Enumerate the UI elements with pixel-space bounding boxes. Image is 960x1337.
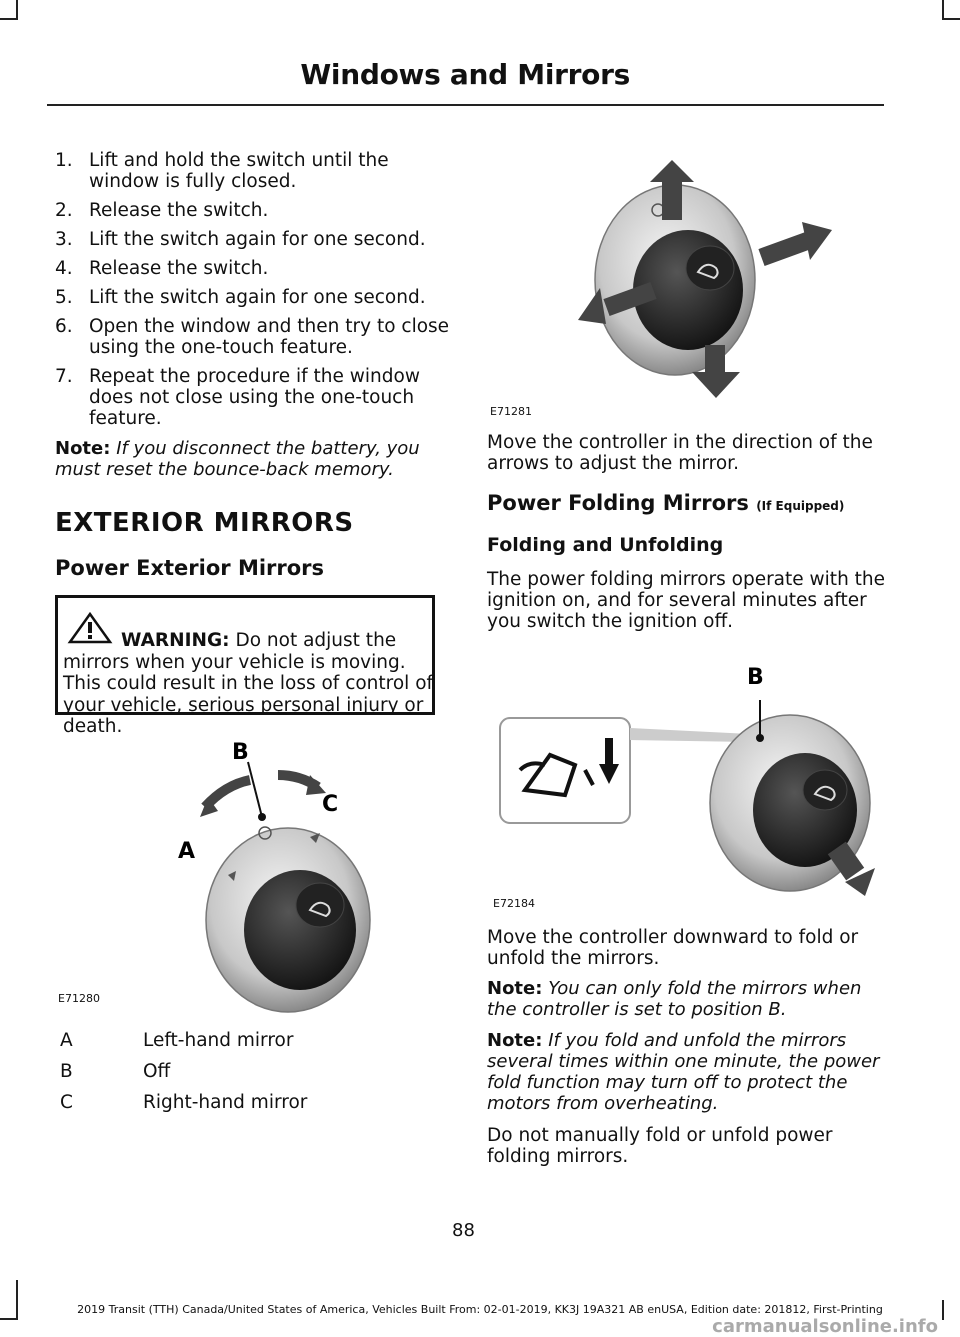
subsection-title: Power Exterior Mirrors [55, 556, 325, 580]
figure-code: E72184 [493, 897, 535, 910]
note-battery: Note: If you disconnect the battery, you must reset the bounce-back memory. [55, 438, 420, 480]
crop-mark [942, 1300, 944, 1320]
section-title: EXTERIOR MIRRORS [55, 508, 354, 538]
warning-box: WARNING: Do not adjust the mirrors when your vehicle is moving. This could result in the loss of control of your vehicle, serious personal injury or death. [55, 595, 435, 715]
footer-text: 2019 Transit (TTH) Canada/United States of America, Vehicles Built From: 02-01-2019, KK3J 19A321 AB enUSA, Edition date: 201812, First-Printing [77, 1303, 883, 1316]
mirror-selector-figure [170, 725, 390, 1015]
paragraph: Do not manually fold or unfold power folding mirrors. [487, 1125, 833, 1167]
list-item: 4. Release the switch. [55, 258, 269, 279]
page-title: Windows and Mirrors [300, 58, 630, 91]
procedure-steps [55, 150, 450, 437]
list-item: 3. Lift the switch again for one second. [55, 229, 426, 250]
crop-mark [16, 0, 18, 20]
crop-mark [0, 1318, 16, 1320]
mirror-fold-figure [495, 660, 890, 900]
list-item: 1. Lift and hold the switch until the window is fully closed. [55, 150, 389, 192]
figure-label-b: B [232, 740, 249, 765]
list-item: 6. Open the window and then try to close using the one-touch feature. [55, 316, 450, 358]
crop-mark [942, 0, 944, 20]
folding-title: Power Folding Mirrors (If Equipped) [487, 491, 845, 515]
crop-mark [16, 1280, 18, 1320]
figure-label-b: B [747, 665, 764, 690]
page-number: 88 [452, 1220, 475, 1241]
crop-mark [942, 18, 960, 20]
paragraph: Move the controller downward to fold or unfold the mirrors. [487, 927, 859, 969]
paragraph: The power folding mirrors operate with the ignition on, and for several minutes after you switch the ignition off. [487, 569, 886, 632]
figure-label-c: C [322, 792, 339, 817]
folding-subtitle: Folding and Unfolding [487, 534, 724, 556]
list-item: 2. Release the switch. [55, 200, 269, 221]
mirror-adjust-figure [570, 160, 840, 400]
watermark: carmanualsonline.info [712, 1316, 938, 1337]
header-divider [47, 104, 884, 106]
list-item: 5. Lift the switch again for one second. [55, 287, 426, 308]
paragraph: Move the controller in the direction of the arrows to adjust the mirror. [487, 432, 873, 474]
note-overheat: Note: If you fold and unfold the mirrors several times within one minute, the power fold function may turn off to protect the motors from overheating. [487, 1030, 880, 1114]
note-position-b: Note: You can only fold the mirrors when the controller is set to position B. [487, 978, 862, 1020]
crop-mark [0, 18, 16, 20]
figure-code: E71281 [490, 405, 532, 418]
list-item: 7. Repeat the procedure if the window does not close using the one-touch feature. [55, 366, 420, 429]
figure-label-a: A [178, 839, 196, 864]
figure-code: E71280 [58, 992, 100, 1005]
